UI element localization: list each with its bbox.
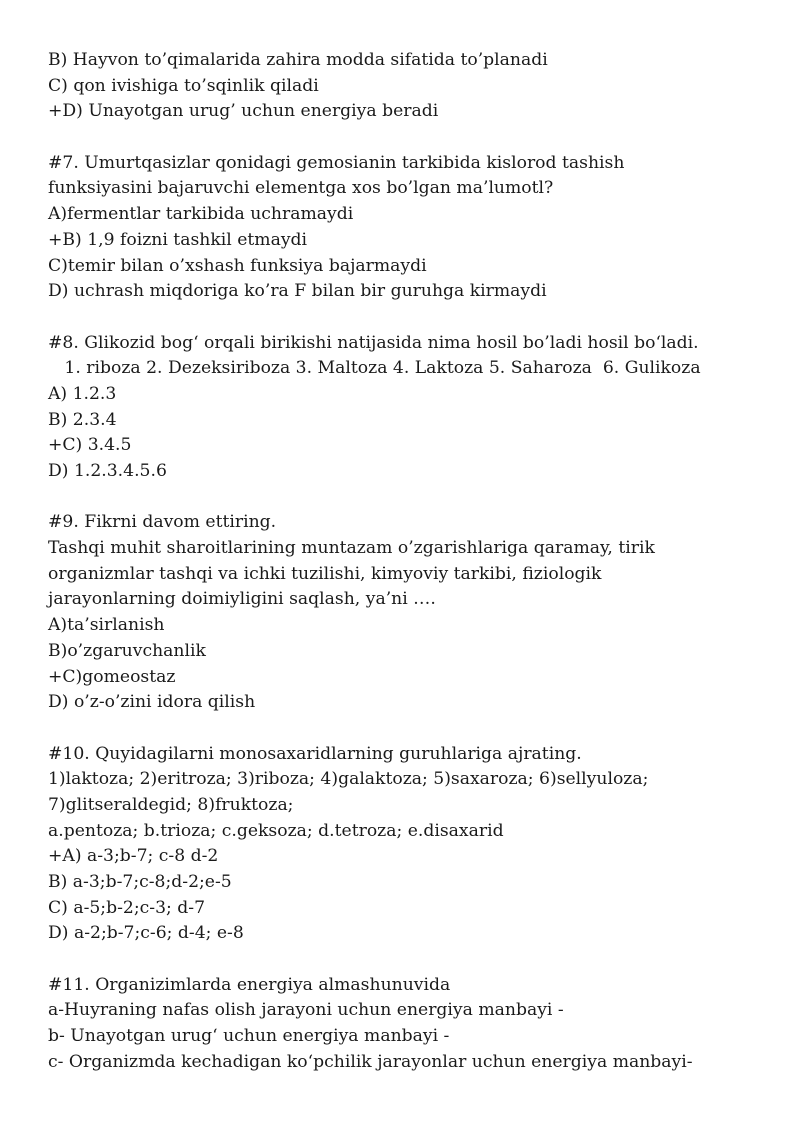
q9-title: #9. Fikrni davom ettiring. [48,512,277,533]
q7-option-d: D) uchrash miqdoriga ko’ra F bilan bir guruhga kirmaydi [48,281,547,302]
q6-option-d: +D) Unayotgan urug’ uchun energiya beradi [48,101,439,122]
q10-title: #10. Quyidagilarni monosaxaridlarning guruhlariga ajrating. [48,743,582,764]
q11-title: #11. Organizimlarda energiya almashunuvida [48,974,451,995]
spacer [48,305,778,331]
q10-option-b: B) a-3;b-7;c-8;d-2;e-5 [48,872,232,892]
q10-option-c: C) a-5;b-2;c-3; d-7 [48,897,206,918]
q8-option-d: D) 1.2.3.4.5.6 [48,461,167,481]
q11-item-b: b- Unayotgan urug‘ uchun energiya manbayi - [48,1026,450,1047]
q10-list-line-2: 7)glitseraldegid; 8)fruktoza; [48,794,294,815]
q9-option-a: A)ta’sirlanish [48,615,165,636]
q10-list-line-1: 1)laktoza; 2)eritroza; 3)riboza; 4)galaktoza; 5)saxaroza; 6)sellyuloza; [48,769,649,790]
q6-option-b: B) Hayvon to’qimalarida zahira modda sifatida to’planadi [48,50,548,70]
spacer [48,485,778,511]
document-page [48,48,778,1076]
q9-text-line-3: jarayonlarning doimiyligini saqlash, ya’ni …. [48,589,436,610]
q10-option-a: +A) a-3;b-7; c-8 d-2 [48,846,219,867]
q10-option-d: D) a-2;b-7;c-6; d-4; e-8 [48,923,244,944]
q9-text-line-1: Tashqi muhit sharoitlarining muntazam o’zgarishlariga qaramay, tirik [48,538,655,559]
q9-option-b: B)o’zgaruvchanlik [48,640,206,661]
q9-option-c: +C)gomeostaz [48,666,176,687]
q8-option-a: A) 1.2.3 [48,383,117,404]
spacer [48,125,778,151]
q8-title: #8. Glikozid bog‘ orqali birikishi natijasida nima hosil bo’ladi hosil bo‘ladi. [48,332,699,353]
q11-item-c: c- Organizmda kechadigan ko‘pchilik jarayonlar uchun energiya manbayi- [48,1051,693,1072]
q8-option-c: +C) 3.4.5 [48,435,132,456]
q11-item-a: a-Huyraning nafas olish jarayoni uchun energiya manbayi - [48,1000,564,1021]
q6-option-c: C) qon ivishiga to’sqinlik qiladi [48,75,319,96]
q10-groups: a.pentoza; b.trioza; c.geksoza; d.tetroza; e.disaxarid [48,820,504,841]
q9-text-line-2: organizmlar tashqi va ichki tuzilishi, kimyoviy tarkibi, fiziologik [48,563,602,584]
spacer [48,947,778,973]
q7-option-c: C)temir bilan o’xshash funksiya bajarmaydi [48,255,427,276]
q7-title-line-1: #7. Umurtqasizlar qonidagi gemosianin tarkibida kislorod tashish [48,152,625,173]
q7-option-a: A)fermentlar tarkibida uchramaydi [48,204,354,225]
q8-list: 1. riboza 2. Dezeksiriboza 3. Maltoza 4. Laktoza 5. Saharoza 6. Gulikoza [48,358,701,379]
spacer [48,716,778,742]
q7-option-b: +B) 1,9 foizni tashkil etmaydi [48,229,308,250]
q7-title-line-2: funksiyasini bajaruvchi elementga xos bo’lgan ma’lumotl? [48,178,554,199]
q8-option-b: B) 2.3.4 [48,409,117,430]
q9-option-d: D) o’z-o’zini idora qilish [48,692,256,713]
